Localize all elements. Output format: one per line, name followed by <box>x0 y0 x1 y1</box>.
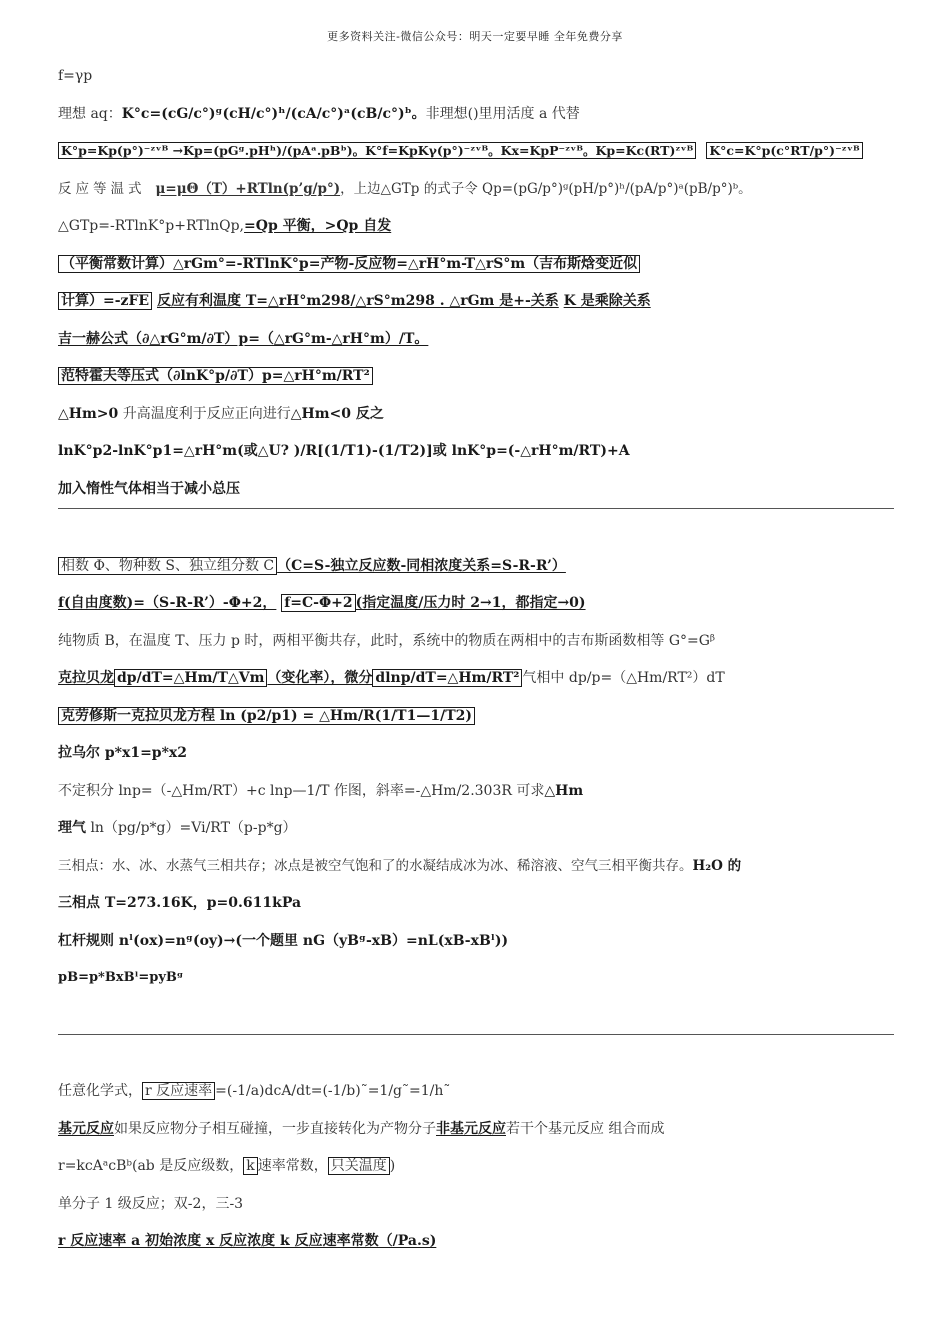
boxed-term: 相数 Φ、物种数 S、独立组分数 C <box>58 557 277 575</box>
boxed-formula: （平衡常数计算）△rGm°=-RTlnK°p=产物-反应物=△rH°m-T△rS°m（吉布斯焓变近似 <box>58 255 640 273</box>
section-divider <box>58 508 894 509</box>
text-line: pB=p*BxBˡ=pyBᵍ <box>58 970 184 985</box>
text-line <box>58 706 894 726</box>
boxed-formula: dlnp/dT=△Hm/RT² <box>372 669 522 687</box>
text-line: 克拉贝龙 dp/dT=△Hm/T△Vm （变化率），微分 dlnp/dT=△Hm/RT² 气相中 dp/p=（△Hm/RT²）dT <box>58 670 725 686</box>
text-line: 单分子 1 级反应；双-2，三-3 <box>58 1196 244 1212</box>
text-line: 三相点：水、冰、水蒸气三相共存；冰点是被空气饱和了的水凝结成冰为冰、稀溶液、空气三相平衡共存。H₂O 的 <box>58 858 742 874</box>
boxed-formula: 克劳修斯一克拉贝龙方程 ln (p2/p1) = △Hm/R(1/T1—1/T2) <box>58 707 475 725</box>
text-line <box>58 254 894 274</box>
text-line: △GTp=-RTlnK°p+RTlnQp,=Qp 平衡，>Qp 自发 <box>58 218 392 234</box>
text-line: 吉一赫公式（∂△rG°m/∂T）p=（△rG°m-△rH°m）/T。 <box>58 331 429 347</box>
boxed-formula: 范特霍夫等压式（∂lnK°p/∂T）p=△rH°m/RT² <box>58 367 373 385</box>
text-line: f=γp <box>58 68 93 84</box>
text-line: 杠杆规则 nˡ(ox)=nᵍ(oy)→(一个题里 nG（yBᵍ-xB）=nL(xB-xBˡ)) <box>58 933 509 949</box>
text-line: r 反应速率 a 初始浓度 x 反应浓度 k 反应速率常数（/Pa.s) <box>58 1233 437 1249</box>
page-header: 更多资料关注-微信公众号：明天一定要早睡 全年免费分享 <box>327 30 623 43</box>
text-line: 三相点 T=273.16K，p=0.611kPa <box>58 895 302 911</box>
text-line: 拉乌尔 p*x1=p*x2 <box>58 745 188 761</box>
formula: μ=μΘ（T）+RTln(p’g/p°) <box>155 181 341 197</box>
text-line: r=kcAᵃcBᵇ(ab 是反应级数， k 速率常数， 只关温度 ) <box>58 1158 396 1174</box>
text-line: 理想 aq：K°c=(cG/c°)ᵍ(cH/c°)ʰ/(cA/c°)ᵃ(cB/c°)ᵇ。非理想()里用活度 a 代替 <box>58 106 580 122</box>
boxed-term: 只关温度 <box>328 1157 390 1175</box>
boxed-term: r 反应速率 <box>142 1082 215 1100</box>
boxed-formula: f=C-Φ+2 <box>281 594 355 612</box>
text-line <box>58 141 894 161</box>
text-line: △Hm>0 升高温度利于反应正向进行△Hm<0 反之 <box>58 406 384 422</box>
text-line: 反应等温式 μ=μΘ（T）+RTln(p’g/p°)，上边△GTp 的式子令 Qp=(pG/p°)ᵍ(pH/p°)ʰ/(pA/p°)ᵃ(pB/p°)ᵇ。 <box>58 181 752 197</box>
text-line: 基元反应如果反应物分子相互碰撞，一步直接转化为产物分子非基元反应若干个基元反应 组合而成 <box>58 1121 665 1137</box>
section-divider <box>58 1034 894 1035</box>
text-line <box>58 366 894 386</box>
boxed-formula: dp/dT=△Hm/T△Vm <box>114 669 267 687</box>
text-line: 纯物质 B，在温度 T、压力 p 时，两相平衡共存，此时，系统中的物质在两相中的吉布斯函数相等 G°=Gᵝ <box>58 633 716 649</box>
text-line: f(自由度数)=（S-R-R’）-Φ+2， f=C-Φ+2 (指定温度/压力时 2→1，都指定→0) <box>58 595 586 611</box>
boxed-formula: K°c=K°p(c°RT/p°)⁻ᶻᵛᴮ <box>706 142 862 159</box>
text-line: 不定积分 lnp=（-△Hm/RT）+c lnp—1/T 作图，斜率=-△Hm/2.303R 可求△Hm <box>58 783 584 799</box>
formula: K°c=(cG/c°)ᵍ(cH/c°)ʰ/(cA/c°)ᵃ(cB/c°)ᵇ。 <box>121 106 426 122</box>
text-line: lnK°p2-lnK°p1=△rH°m(或△U? )/R[(1/T1)-(1/T2)]或 lnK°p=(-△rH°m/RT)+A <box>58 443 630 459</box>
formula: =Qp 平衡，>Qp 自发 <box>244 218 392 234</box>
boxed-term: k <box>243 1157 257 1175</box>
boxed-formula: 计算）=-zFE <box>58 292 152 310</box>
text-line: 任意化学式， r 反应速率 =(-1/a)dcA/dt=(-1/b)˜=1/g˜=1/h˜ <box>58 1083 451 1099</box>
text-line: 理气 ln（pg/p*g）=Vi/RT（p-p*g） <box>58 820 297 836</box>
text-line: 相数 Φ、物种数 S、独立组分数 C （C=S-独立反应数-同相浓度关系=S-R-R’） <box>58 556 894 576</box>
text-line: 计算）=-zFE 反应有利温度 T=△rH°m298/△rS°m298 . △rGm 是+-关系 K 是乘除关系 <box>58 291 894 311</box>
boxed-formula: K°p=Kp(p°)⁻ᶻᵛᴮ →Kp=(pGᵍ.pHʰ)/(pAᵃ.pBᵇ)。K°f=KpKγ(p°)⁻ᶻᵛᴮ。Kx=KpP⁻ᶻᵛᴮ。Kp=Kc(RT)ᶻᵛᴮ <box>58 142 696 159</box>
text-line: 加入惰性气体相当于减小总压 <box>58 481 240 497</box>
